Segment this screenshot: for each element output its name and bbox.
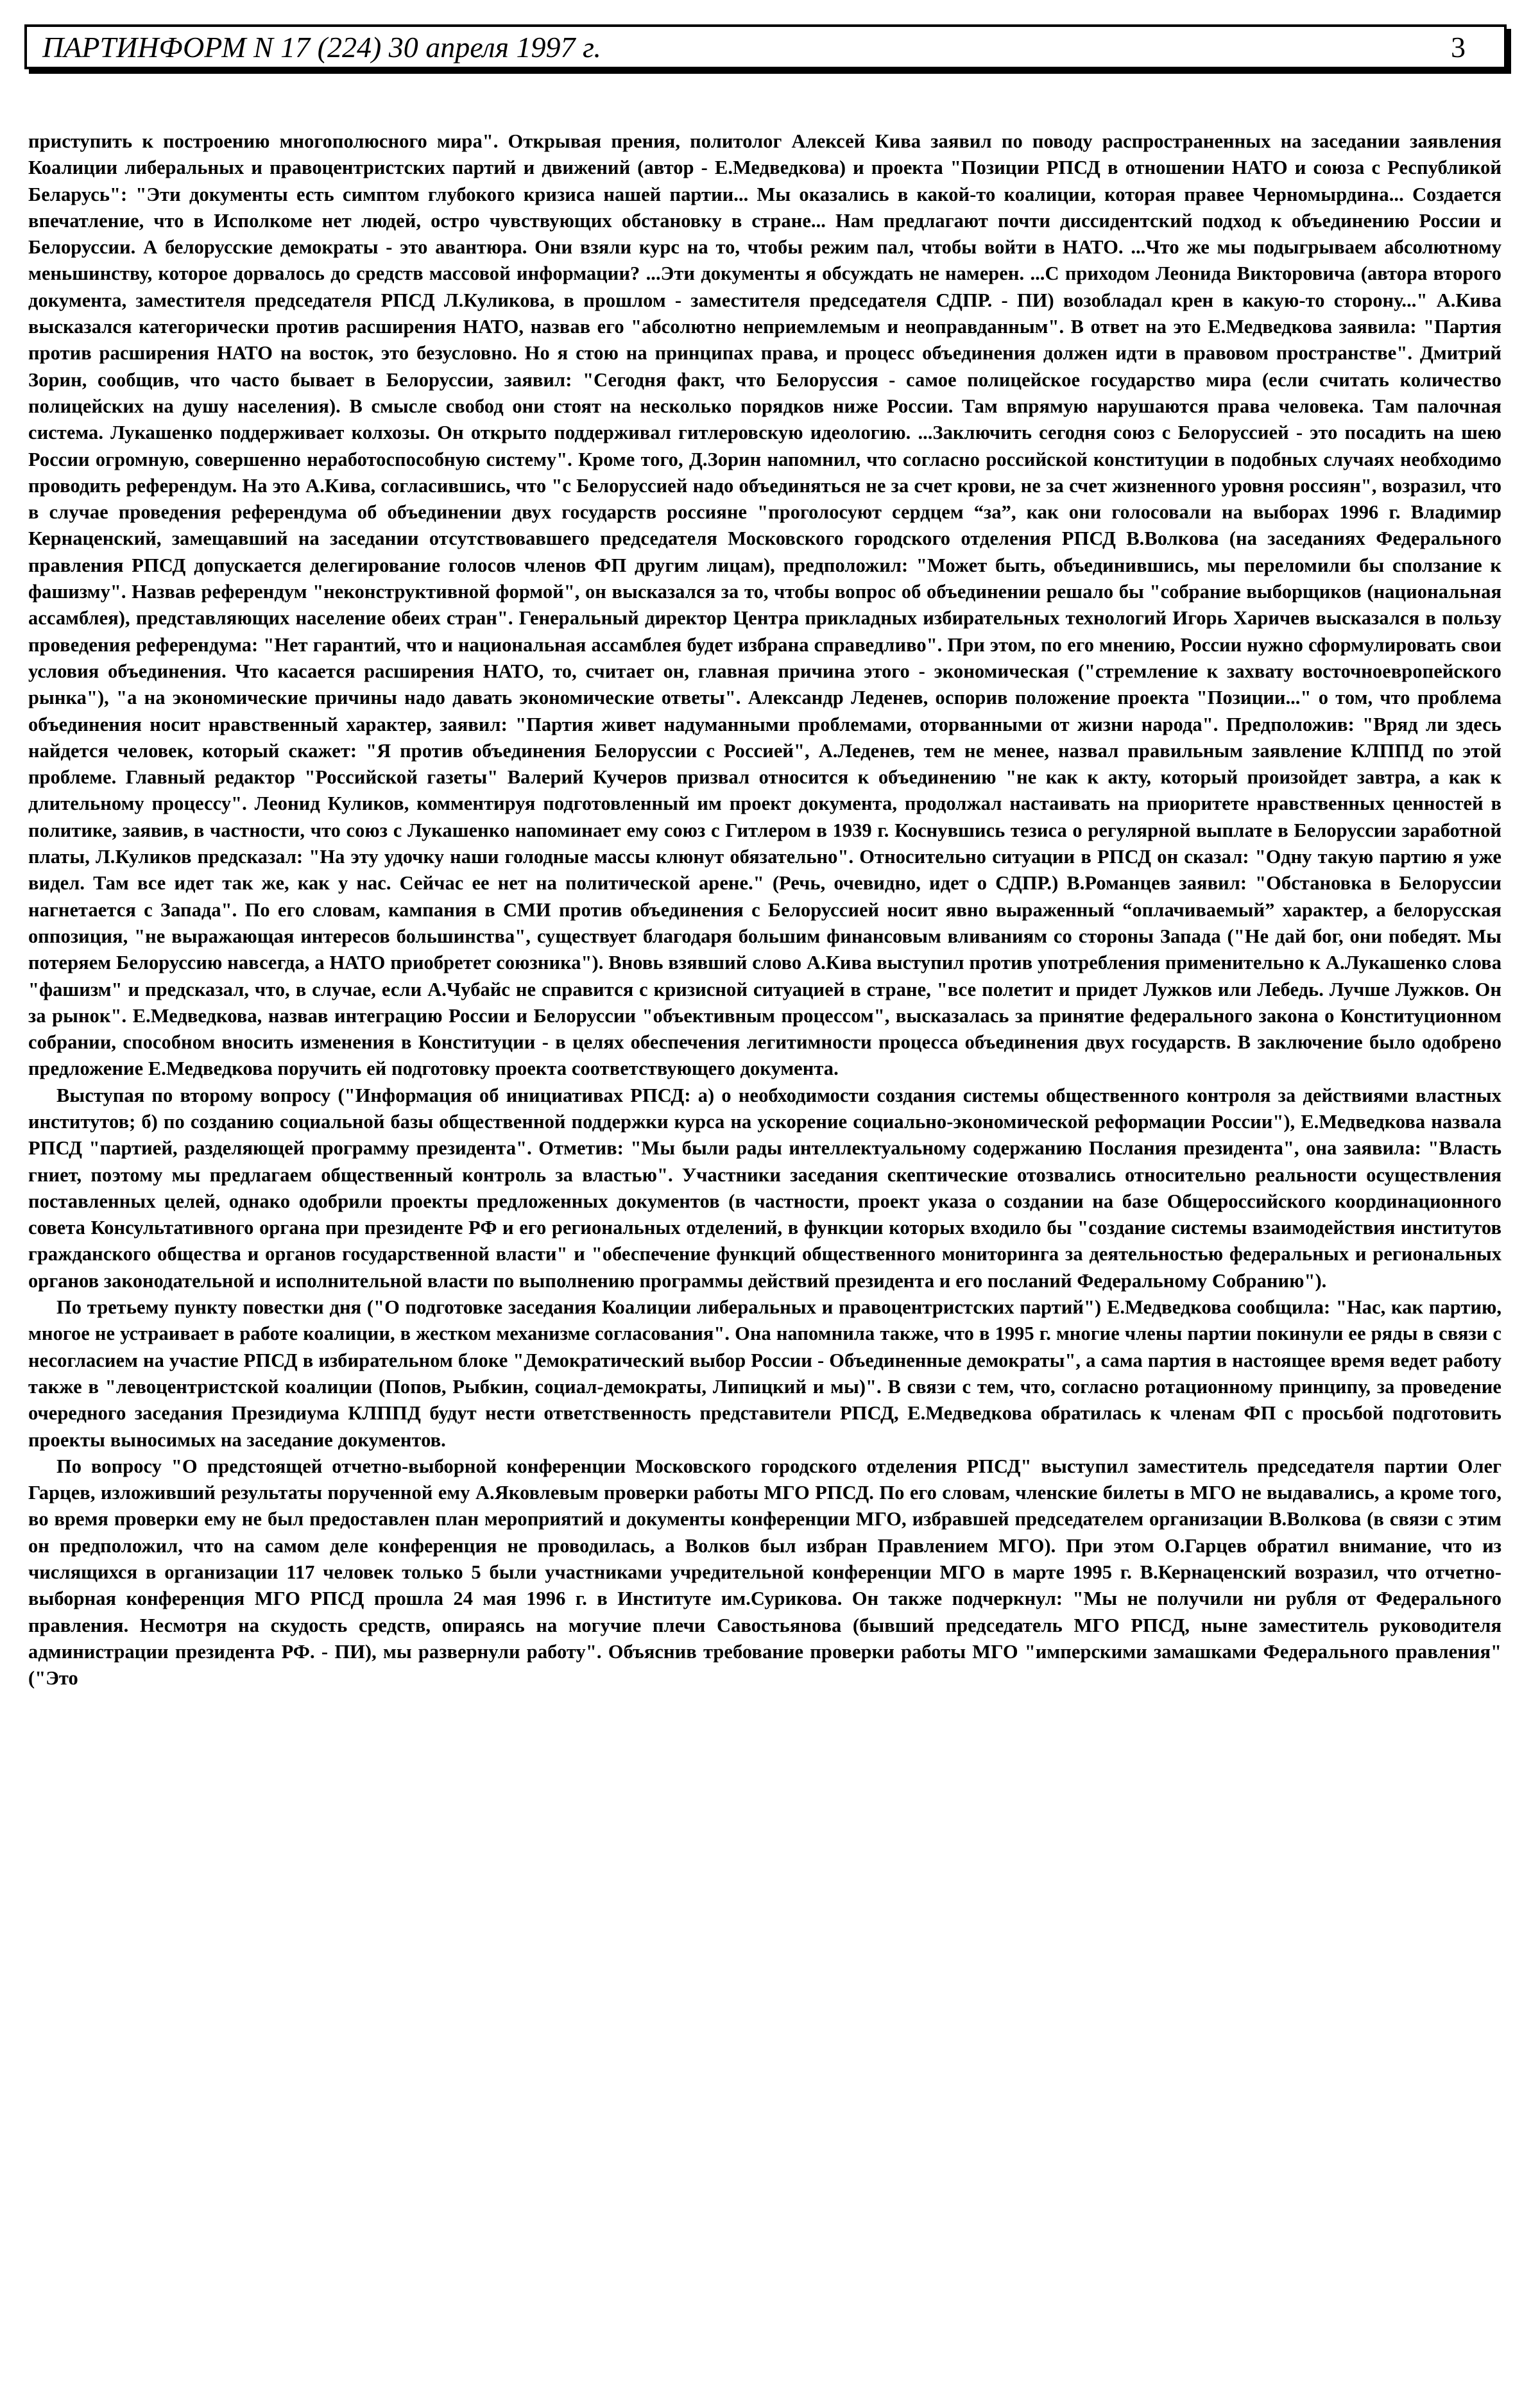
page-header bbox=[24, 24, 1507, 69]
header-title: ПАРТИНФОРМ N 17 (224) 30 апреля 1997 г. bbox=[42, 30, 601, 64]
article-body bbox=[28, 128, 1502, 1692]
page-number: 3 bbox=[1451, 30, 1466, 64]
paragraph-4: По вопросу "О предстоящей отчетно-выборной конференции Московского городского отделения РПСД" выступил заместитель председателя партии Олег Гарцев, изложивший результаты порученной ему А.Яковлевым проверки работы МГО РПСД. По его словам, членские билеты в МГО не выдавались, а кроме того, во время проверки ему не был предоставлен план мероприятий и документы конференции МГО, избравшей председателем организации В.Волкова (в связи с этим он предположил, что на самом деле конференция не проводилась, а Волков был избран Правлением МГО). При этом О.Гарцев обратил внимание, что из числящихся в организации 117 человек только 5 были участниками учредительной конференции МГО в марте 1995 г. В.Кернаценский возразил, что отчетно-выборная конференция МГО РПСД прошла 24 мая 1996 г. в Институте им.Сурикова. Он также подчеркнул: "Мы не получили ни рубля от Федерального правления. Несмотря на скудость средств, опираясь на могучие плечи Савостьянова (бывший председатель МГО РПСД, ныне заместитель руководителя администрации президента РФ. - ПИ), мы развернули работу". Объяснив требование проверки работы МГО "имперскими замашками Федерального правления" ("Это bbox=[28, 1455, 1502, 1690]
paragraph-3: По третьему пункту повестки дня ("О подготовке заседания Коалиции либеральных и правоцентристских партий") Е.Медведкова сообщила: "Нас, как партию, многое не устраивает в работе коалиции, в жестком механизме согласования". Она напомнила также, что в 1995 г. многие члены партии покинули ее ряды в связи с несогласием на участие РПСД в избирательном блоке "Демократический выбор России - Объединенные демократы", а сама партия в настоящее время ведет работу также в "левоцентристской коалиции (Попов, Рыбкин, социал-демократы, Липицкий и мы)". В связи с тем, что, согласно ротационному принципу, за проведение очередного заседания Президиума КЛППД будут нести ответственность представители РПСД, Е.Медведкова обратилась к членам ФП с просьбой подготовить проекты выносимых на заседание документов. bbox=[28, 1296, 1502, 1451]
paragraph-1: приступить к построению многополюсного мира". Открывая прения, политолог Алексей Кива заявил по поводу распространенных на заседании заявления Коалиции либеральных и правоцентристских партий и движений (автор - Е.Медведкова) и проекта "Позиции РПСД в отношении НАТО и союза с Республикой Беларусь": "Эти документы есть симптом глубокого кризиса нашей партии... Мы оказались в какой-то коалиции, которая правее Черномырдина... Создается впечатление, что в Исполкоме нет людей, остро чувствующих обстановку в стране... Нам предлагают почти диссидентский подход к объединению России и Белоруссии. А белорусские демократы - это авантюра. Они взяли курс на то, чтобы режим пал, чтобы войти в НАТО. ...Что же мы подыгрываем абсолютному меньшинству, которое дорвалось до средств массовой информации? ...Эти документы я обсуждать не намерен. ...С приходом Леонида Викторовича (автора второго документа, заместителя председателя РПСД Л.Куликова, в прошлом - заместителя председателя СДПР. - ПИ) возобладал крен в какую-то сторону..." А.Кива высказался категорически против расширения НАТО, назвав его "абсолютно неприемлемым и неоправданным". В ответ на это Е.Медведкова заявила: "Партия против расширения НАТО на восток, это безусловно. Но я стою на принципах права, и процесс объединения должен идти в правовом пространстве". Дмитрий Зорин, сообщив, что часто бывает в Белоруссии, заявил: "Сегодня факт, что Белоруссия - самое полицейское государство мира (если считать количество полицейских на душу населения). В смысле свобод они стоят на несколько порядков ниже России. Там впрямую нарушаются права человека. Там палочная система. Лукашенко поддерживает колхозы. Он открыто поддерживал гитлеровскую идеологию. ...Заключить сегодня союз с Белоруссией - это посадить на шею России огромную, совершенно неработоспособную систему". Кроме того, Д.Зорин напомнил, что согласно российской конституции в подобных случаях необходимо проводить референдум. На это А.Кива, согласившись, что "с Белоруссией надо объединяться не за счет крови, не за счет жизненного уровня россиян", возразил, что в случае проведения референдума об объединении двух государств россияне "проголосуют сердцем “за”, как они голосовали на выборах 1996 г. Владимир Кернаценский, замещавший на заседании отсутствовавшего председателя Московского городского отделения РПСД В.Волкова (на заседаниях Федерального правления РПСД допускается делегирование голосов членов ФП другим лицам), предположил: "Может быть, объединившись, мы переломили бы сползание к фашизму". Назвав референдум "неконструктивной формой", он высказался за то, чтобы вопрос об объединении решало бы "собрание выборщиков (национальная ассамблея), представляющих население обеих стран". Генеральный директор Центра прикладных избирательных технологий Игорь Харичев высказался в пользу проведения референдума: "Нет гарантий, что и национальная ассамблея будет избрана справедливо". При этом, по его мнению, России нужно сформулировать свои условия объединения. Что касается расширения НАТО, то, считает он, главная причина этого - экономическая ("стремление к захвату восточноевропейского рынка"), "а на экономические причины надо давать экономические ответы". Александр Леденев, оспорив положение проекта "Позиции..." о том, что проблема объединения носит нравственный характер, заявил: "Партия живет надуманными проблемами, оторванными от жизни народа". Предположив: "Вряд ли здесь найдется человек, который скажет: "Я против объединения Белоруссии с Россией", А.Леденев, тем не менее, назвал правильным заявление КЛППД по этой проблеме. Главный редактор "Российской газеты" Валерий Кучеров призвал относится к объединению "не как к акту, который произойдет завтра, а как к длительному процессу". Леонид Куликов, комментируя подготовленный им проект документа, продолжал настаивать на приоритете нравственных ценностей в политике, заявив, в частности, что союз с Лукашенко напоминает ему союз с Гитлером в 1939 г. Коснувшись тезиса о регулярной выплате в Белоруссии заработной платы, Л.Куликов предсказал: "На эту удочку наши голодные массы клюнут обязательно". Относительно ситуации в РПСД он сказал: "Одну такую партию я уже видел. Там все идет так же, как у нас. Сейчас ее нет на политической арене." (Речь, очевидно, идет о СДПР.) В.Романцев заявил: "Обстановка в Белоруссии нагнетается с Запада". По его словам, кампания в СМИ против объединения с Белоруссией носит явно выраженный “оплачиваемый” характер, а белорусская оппозиция, "не выражающая интересов большинства", существует благодаря большим финансовым вливаниям со стороны Запада ("Не дай бог, они победят. Мы потеряем Белоруссию навсегда, а НАТО приобретет союзника"). Вновь взявший слово А.Кива выступил против употребления применительно к А.Лукашенко слова "фашизм" и предсказал, что, в случае, если А.Чубайс не справится с кризисной ситуацией в стране, "все полетит и придет Лужков или Лебедь. Лучше Лужков. Он за рынок". Е.Медведкова, назвав интеграцию России и Белоруссии "объективным процессом", высказалась за принятие федерального закона о Конституционном собрании, способном вносить изменения в Конституции - в целях обеспечения легитимности процесса объединения двух государств. В заключение было одобрено предложение Е.Медведкова поручить ей подготовку проекта соответствующего документа. bbox=[28, 130, 1502, 1080]
paragraph-2: Выступая по второму вопросу ("Информация об инициативах РПСД: а) о необходимости создания системы общественного контроля за действиями властных институтов; б) по созданию социальной базы общественной поддержки курса на ускорение социально-экономической реформации России"), Е.Медведкова назвала РПСД "партией, разделяющей программу президента". Отметив: "Мы были рады интеллектуальному содержанию Послания президента", она заявила: "Власть гниет, поэтому мы предлагаем общественный контроль за властью". Участники заседания скептические отозвались относительно реальности осуществления поставленных целей, однако одобрили проекты предложенных документов (в частности, проект указа о создании на базе Общероссийского координационного совета Консультативного органа при президенте РФ и его региональных отделений, в функции которых входило бы "создание системы взаимодействия институтов гражданского общества и органов государственной власти" и "обеспечение функций общественного мониторинга за деятельностью федеральных и региональных органов законодательной и исполнительной власти по выполнению программы действий президента и его посланий Федеральному Собранию"). bbox=[28, 1084, 1502, 1292]
